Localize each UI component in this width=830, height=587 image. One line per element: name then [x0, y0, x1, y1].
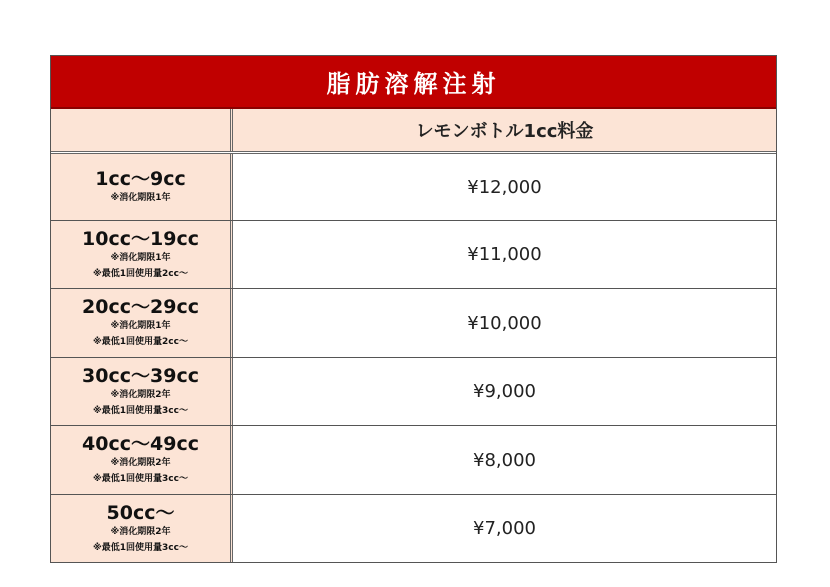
price-value: ¥7,000 — [233, 495, 776, 562]
range-cell — [51, 426, 233, 494]
table-row — [51, 154, 776, 221]
expiry-note: ※消化期限2年 — [110, 526, 171, 537]
price-value: ¥9,000 — [233, 358, 776, 425]
table-row — [51, 358, 776, 426]
min-usage-note: ※最低1回使用量2cc～ — [93, 337, 188, 347]
expiry-note: ※消化期限1年 — [110, 193, 171, 203]
min-usage-note: ※最低1回使用量3cc～ — [93, 405, 188, 416]
price-value: ¥8,000 — [233, 426, 776, 494]
volume-range: 10cc～19cc — [82, 227, 199, 250]
min-usage-note: ※最低1回使用量3cc～ — [93, 474, 188, 484]
range-cell — [51, 495, 233, 562]
price-value: ¥11,000 — [233, 221, 776, 288]
range-cell — [51, 221, 233, 288]
header-label-cell — [51, 109, 233, 151]
table-row — [51, 495, 776, 562]
expiry-note: ※消化期限1年 — [110, 252, 171, 263]
price-table — [50, 55, 777, 563]
volume-range: 1cc～9cc — [95, 168, 186, 190]
table-header-row — [51, 109, 776, 154]
volume-range: 40cc～49cc — [82, 433, 199, 455]
expiry-note: ※消化期限2年 — [110, 458, 171, 468]
volume-range: 20cc～29cc — [82, 296, 199, 318]
price-value: ¥10,000 — [233, 289, 776, 357]
table-row — [51, 289, 776, 358]
expiry-note: ※消化期限1年 — [110, 321, 171, 331]
volume-range: 30cc～39cc — [82, 364, 199, 387]
volume-range: 50cc～ — [106, 501, 175, 524]
header-price-label: レモンボトル1cc料金 — [233, 109, 776, 151]
table-row — [51, 221, 776, 289]
table-title: 脂肪溶解注射 — [51, 56, 776, 109]
range-cell — [51, 289, 233, 357]
table-row — [51, 426, 776, 495]
expiry-note: ※消化期限2年 — [110, 389, 171, 400]
min-usage-note: ※最低1回使用量3cc～ — [93, 542, 188, 553]
price-value: ¥12,000 — [233, 154, 776, 220]
min-usage-note: ※最低1回使用量2cc～ — [93, 268, 188, 279]
range-cell — [51, 358, 233, 425]
range-cell — [51, 154, 233, 220]
